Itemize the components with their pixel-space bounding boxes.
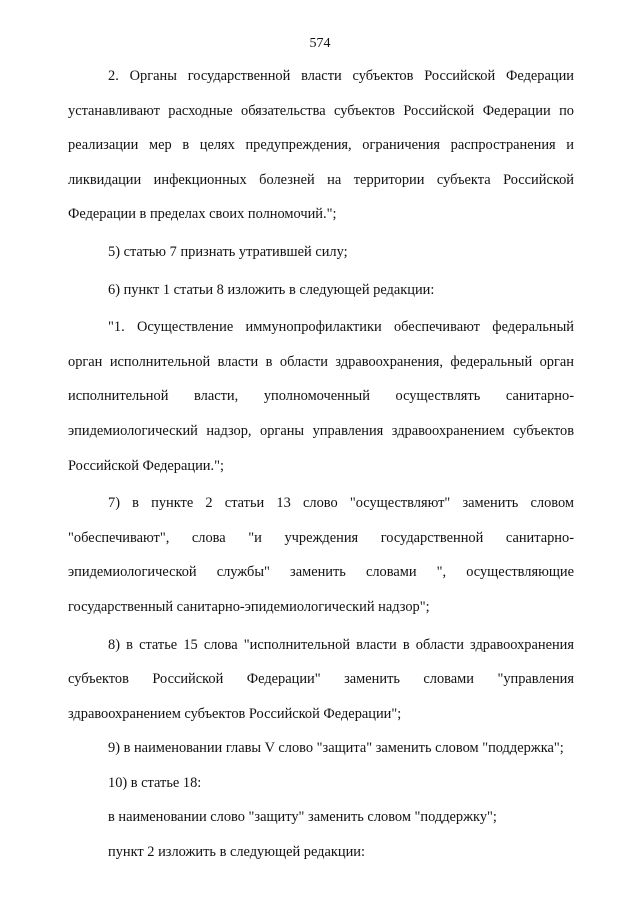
paragraph-item-5: 5) статью 7 признать утратившей силу; xyxy=(108,243,348,260)
paragraph-item-7: 7) в пункте 2 статьи 13 слово "осуществляют" заменить словом "обеспечивают", слова "и учреждения государственной санитарно-эпидемиологической службы" заменить словами ", осуществляющие государственный санитарно-эпидемиологический надзор"; xyxy=(68,495,574,615)
paragraph-item-10: 10) в статье 18: xyxy=(108,774,202,791)
page-number: 574 xyxy=(309,36,331,51)
paragraph-title-change: в наименовании слово "защиту" заменить словом "поддержку"; xyxy=(108,809,497,826)
paragraph-organs-obligations: 2. Органы государственной власти субъектов Российской Федерации устанавливают расходные обязательства субъектов Российской Федерации по реализации мер в целях предупреждения, ограничения распространения и ликвидации инфекционных болезней на территории субъекта Российской Федерации в пределах своих полномочий."; xyxy=(68,68,574,223)
paragraph-immunoprophylaxis: "1. Осуществление иммунопрофилактики обеспечивают федеральный орган исполнительной власти в области здравоохранения, федеральный орган исполнительной власти, уполномоченный осуществлять санитарно-эпидемиологический надзор, органы управления здравоохранением субъектов Российской Федерации."; xyxy=(68,319,574,474)
paragraph-item-9: 9) в наименовании главы V слово "защита" заменить словом "поддержка"; xyxy=(108,740,564,757)
document-body xyxy=(68,59,574,870)
paragraph-item-6: 6) пункт 1 статьи 8 изложить в следующей редакции: xyxy=(108,281,435,298)
paragraph-item-8: 8) в статье 15 слова "исполнительной власти в области здравоохранения субъектов Российской Федерации" заменить словами "управления здравоохранением субъектов Российской Федерации"; xyxy=(68,636,574,722)
paragraph-point-2: пункт 2 изложить в следующей редакции: xyxy=(108,844,365,861)
